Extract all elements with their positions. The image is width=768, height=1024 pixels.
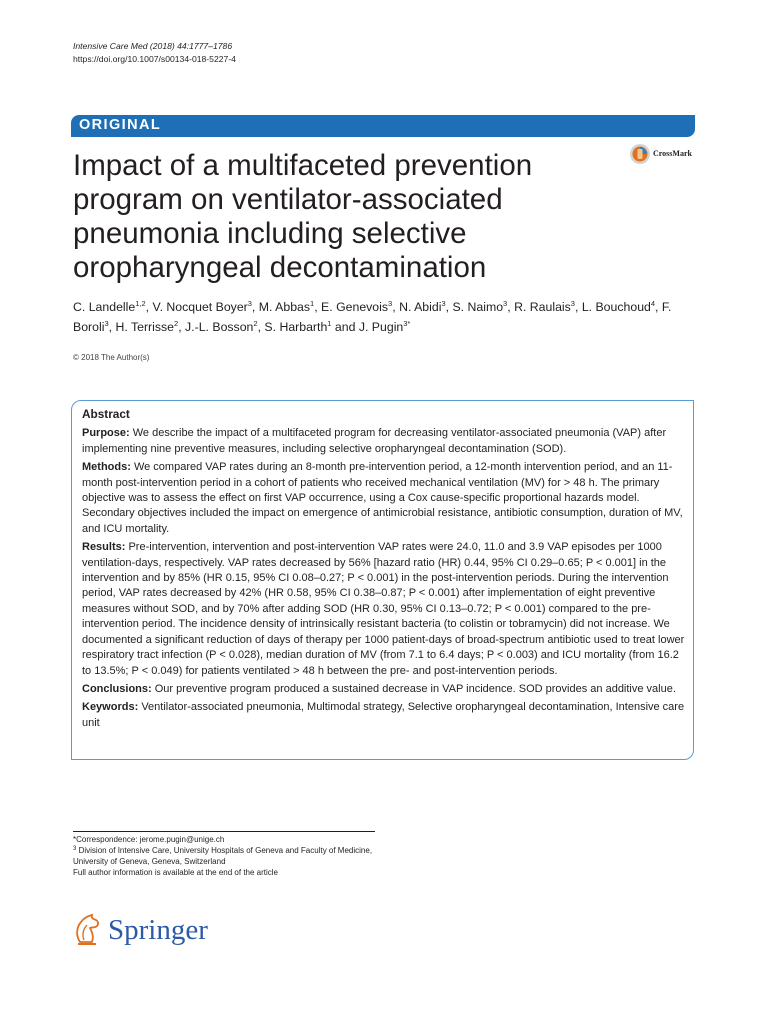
- author-list: C. Landelle$^{1,2}$, V. Nocquet Boyer$^3$, M. Abbas$^1$, E. Genevois$^3$, N. Abidi$^3$, S. Naimo$^3$, R. Raulais$^3$, L. Bouchoud$^4$, F. Boroli$^3$, H. Terrisse$^2$, J.-L. Bosson$^2$, S. Harbarth$^1$ and J. Pugin$^{3*}$: [73, 299, 672, 334]
- author-affiliation-marker: 1: [310, 299, 315, 308]
- full-author-info-note: Full author information is available at the end of the article: [73, 868, 279, 877]
- correspondence-note[interactable]: *Correspondence: jerome.pugin@unige.ch: [73, 835, 225, 844]
- author-affiliation-marker: 3: [570, 299, 575, 308]
- author-name: S. Naimo: [452, 300, 504, 314]
- copyright-notice: © 2018 The Author(s): [73, 353, 150, 362]
- author-affiliation-marker: 2: [174, 319, 179, 328]
- author-name: V. Nocquet Boyer: [152, 300, 248, 314]
- author-affiliation-marker: 3: [503, 299, 508, 308]
- abstract-purpose: [82, 426, 685, 457]
- abstract-conclusions-label: Conclusions:: [82, 682, 152, 695]
- abstract-heading: Abstract: [82, 407, 130, 421]
- author-affiliation-marker: 1: [327, 319, 332, 328]
- article-type-banner: [71, 115, 695, 137]
- abstract-results-text: Pre-intervention, intervention and post-intervention VAP rates were 24.0, 11.0 and 3.9 VAP episodes per 1000 ventilation-days, respectively. VAP rates decreased by 56% [hazard ratio (HR) 0.44, 95% CI 0.29–0.65; P < 0.001] in the intervention and by 85% (HR 0.15, 95% CI 0.08–0.27; P < 0.001) in the post-intervention periods. During the intervention period, VAP rates decreased by 42% (HR 0.58, 95% CI 0.38–0.87; P < 0.001) after implementation of eight preventive measures without SOD, and by 70% after adding SOD (HR 0.30, 95% CI 0.13–0.72; P < 0.001) compared to the pre-intervention period. The incidence density of intrinsically resistant bacteria (to colistin or tobramycin) did not increase. We documented a significant reduction of days of therapy per 1000 patient-days of broad-spectrum antibiotic used to treat lower respiratory tract infection (P < 0.028), median duration of MV (from 7.1 to 6.4 days; P < 0.003) and ICU mortality (from 16.2 to 13.5%; P < 0.049) for patients ventilated > 48 h between the pre- and post-intervention periods.: [82, 541, 685, 677]
- journal-name: Intensive Care Med: [73, 41, 148, 51]
- abstract-purpose-text: We describe the impact of a multifaceted program for decreasing ventilator-associated pneumonia (VAP) after implementing nine preventive measures, including selective oropharyngeal decontamination (SOD).: [82, 427, 667, 455]
- author-name: J. Pugin: [358, 320, 404, 334]
- author-name: E. Genevois: [321, 300, 389, 314]
- footnotes: [73, 834, 393, 878]
- author-name: M. Abbas: [258, 300, 311, 314]
- affiliation-note: [73, 845, 393, 867]
- article-type-label: ORIGINAL: [79, 117, 162, 133]
- abstract-results-label: Results:: [82, 541, 126, 554]
- author-name: R. Raulais: [514, 300, 571, 314]
- article-title: Impact of a multifaceted prevention program on ventilator-associated pneumonia including selective oropharyngeal decontamination: [73, 149, 533, 284]
- abstract-box: [71, 400, 694, 760]
- doi-link[interactable]: https://doi.org/10.1007/s00134-018-5227-4: [73, 54, 236, 64]
- author-affiliation-marker: 3: [441, 299, 446, 308]
- journal-citation: (2018) 44:1777–1786: [149, 41, 233, 51]
- abstract-keywords: [82, 700, 685, 731]
- author-affiliation-marker: 3: [247, 299, 252, 308]
- publisher-logo: [70, 908, 230, 948]
- author-affiliation-marker: 3: [388, 299, 393, 308]
- author-name: J.-L. Bosson: [185, 320, 254, 334]
- author-affiliation-marker: 4: [650, 299, 656, 308]
- author-affiliation-marker: 2: [253, 319, 258, 328]
- author-name: C. Landelle: [73, 300, 136, 314]
- author-name: F. Boroli: [73, 300, 672, 334]
- author-name: S. Harbarth: [264, 320, 328, 334]
- publisher-name: Springer: [108, 914, 208, 946]
- author-affiliation-marker: 3*: [403, 319, 411, 328]
- journal-header: [73, 40, 236, 66]
- abstract-keywords-text: Ventilator-associated pneumonia, Multimodal strategy, Selective oropharyngeal decontamination, Intensive care unit: [82, 701, 685, 729]
- footnote-divider: [73, 831, 375, 832]
- abstract-conclusions: [82, 682, 685, 697]
- crossmark-label: CrossMark: [653, 149, 692, 158]
- abstract-methods-label: Methods:: [82, 461, 131, 474]
- abstract-methods: [82, 460, 685, 537]
- affiliation-number: 3: [73, 846, 77, 852]
- author-affiliation-marker: 1,2: [135, 299, 146, 308]
- affiliation-text: Division of Intensive Care, University Hospitals of Geneva and Faculty of Medicine, University of Geneva, Geneva, Switzerland: [73, 846, 373, 866]
- crossmark-badge[interactable]: [628, 142, 698, 168]
- abstract-purpose-label: Purpose:: [82, 427, 130, 440]
- abstract-keywords-label: Keywords:: [82, 701, 139, 714]
- author-name: H. Terrisse: [115, 320, 175, 334]
- author-name: N. Abidi: [399, 300, 442, 314]
- author-name: L. Bouchoud: [581, 300, 651, 314]
- author-affiliation-marker: 3: [104, 319, 109, 328]
- abstract-conclusions-text: Our preventive program produced a sustained decrease in VAP incidence. SOD provides an additive value.: [154, 682, 676, 695]
- springer-horse-icon: [70, 910, 106, 946]
- abstract-results: [82, 540, 685, 679]
- abstract-methods-text: We compared VAP rates during an 8-month pre-intervention period, a 12-month intervention period, and an 11-month post-intervention period in a cohort of patients who received mechanical ventilation (MV) for > 48 h. The primary objective was to assess the effect on first VAP occurrence, using a Cox cause-specific proportional hazards model. Secondary objectives included the impact on emergence of antimicrobial resistance, antibiotic consumption, duration of MV, and ICU mortality.: [82, 461, 683, 535]
